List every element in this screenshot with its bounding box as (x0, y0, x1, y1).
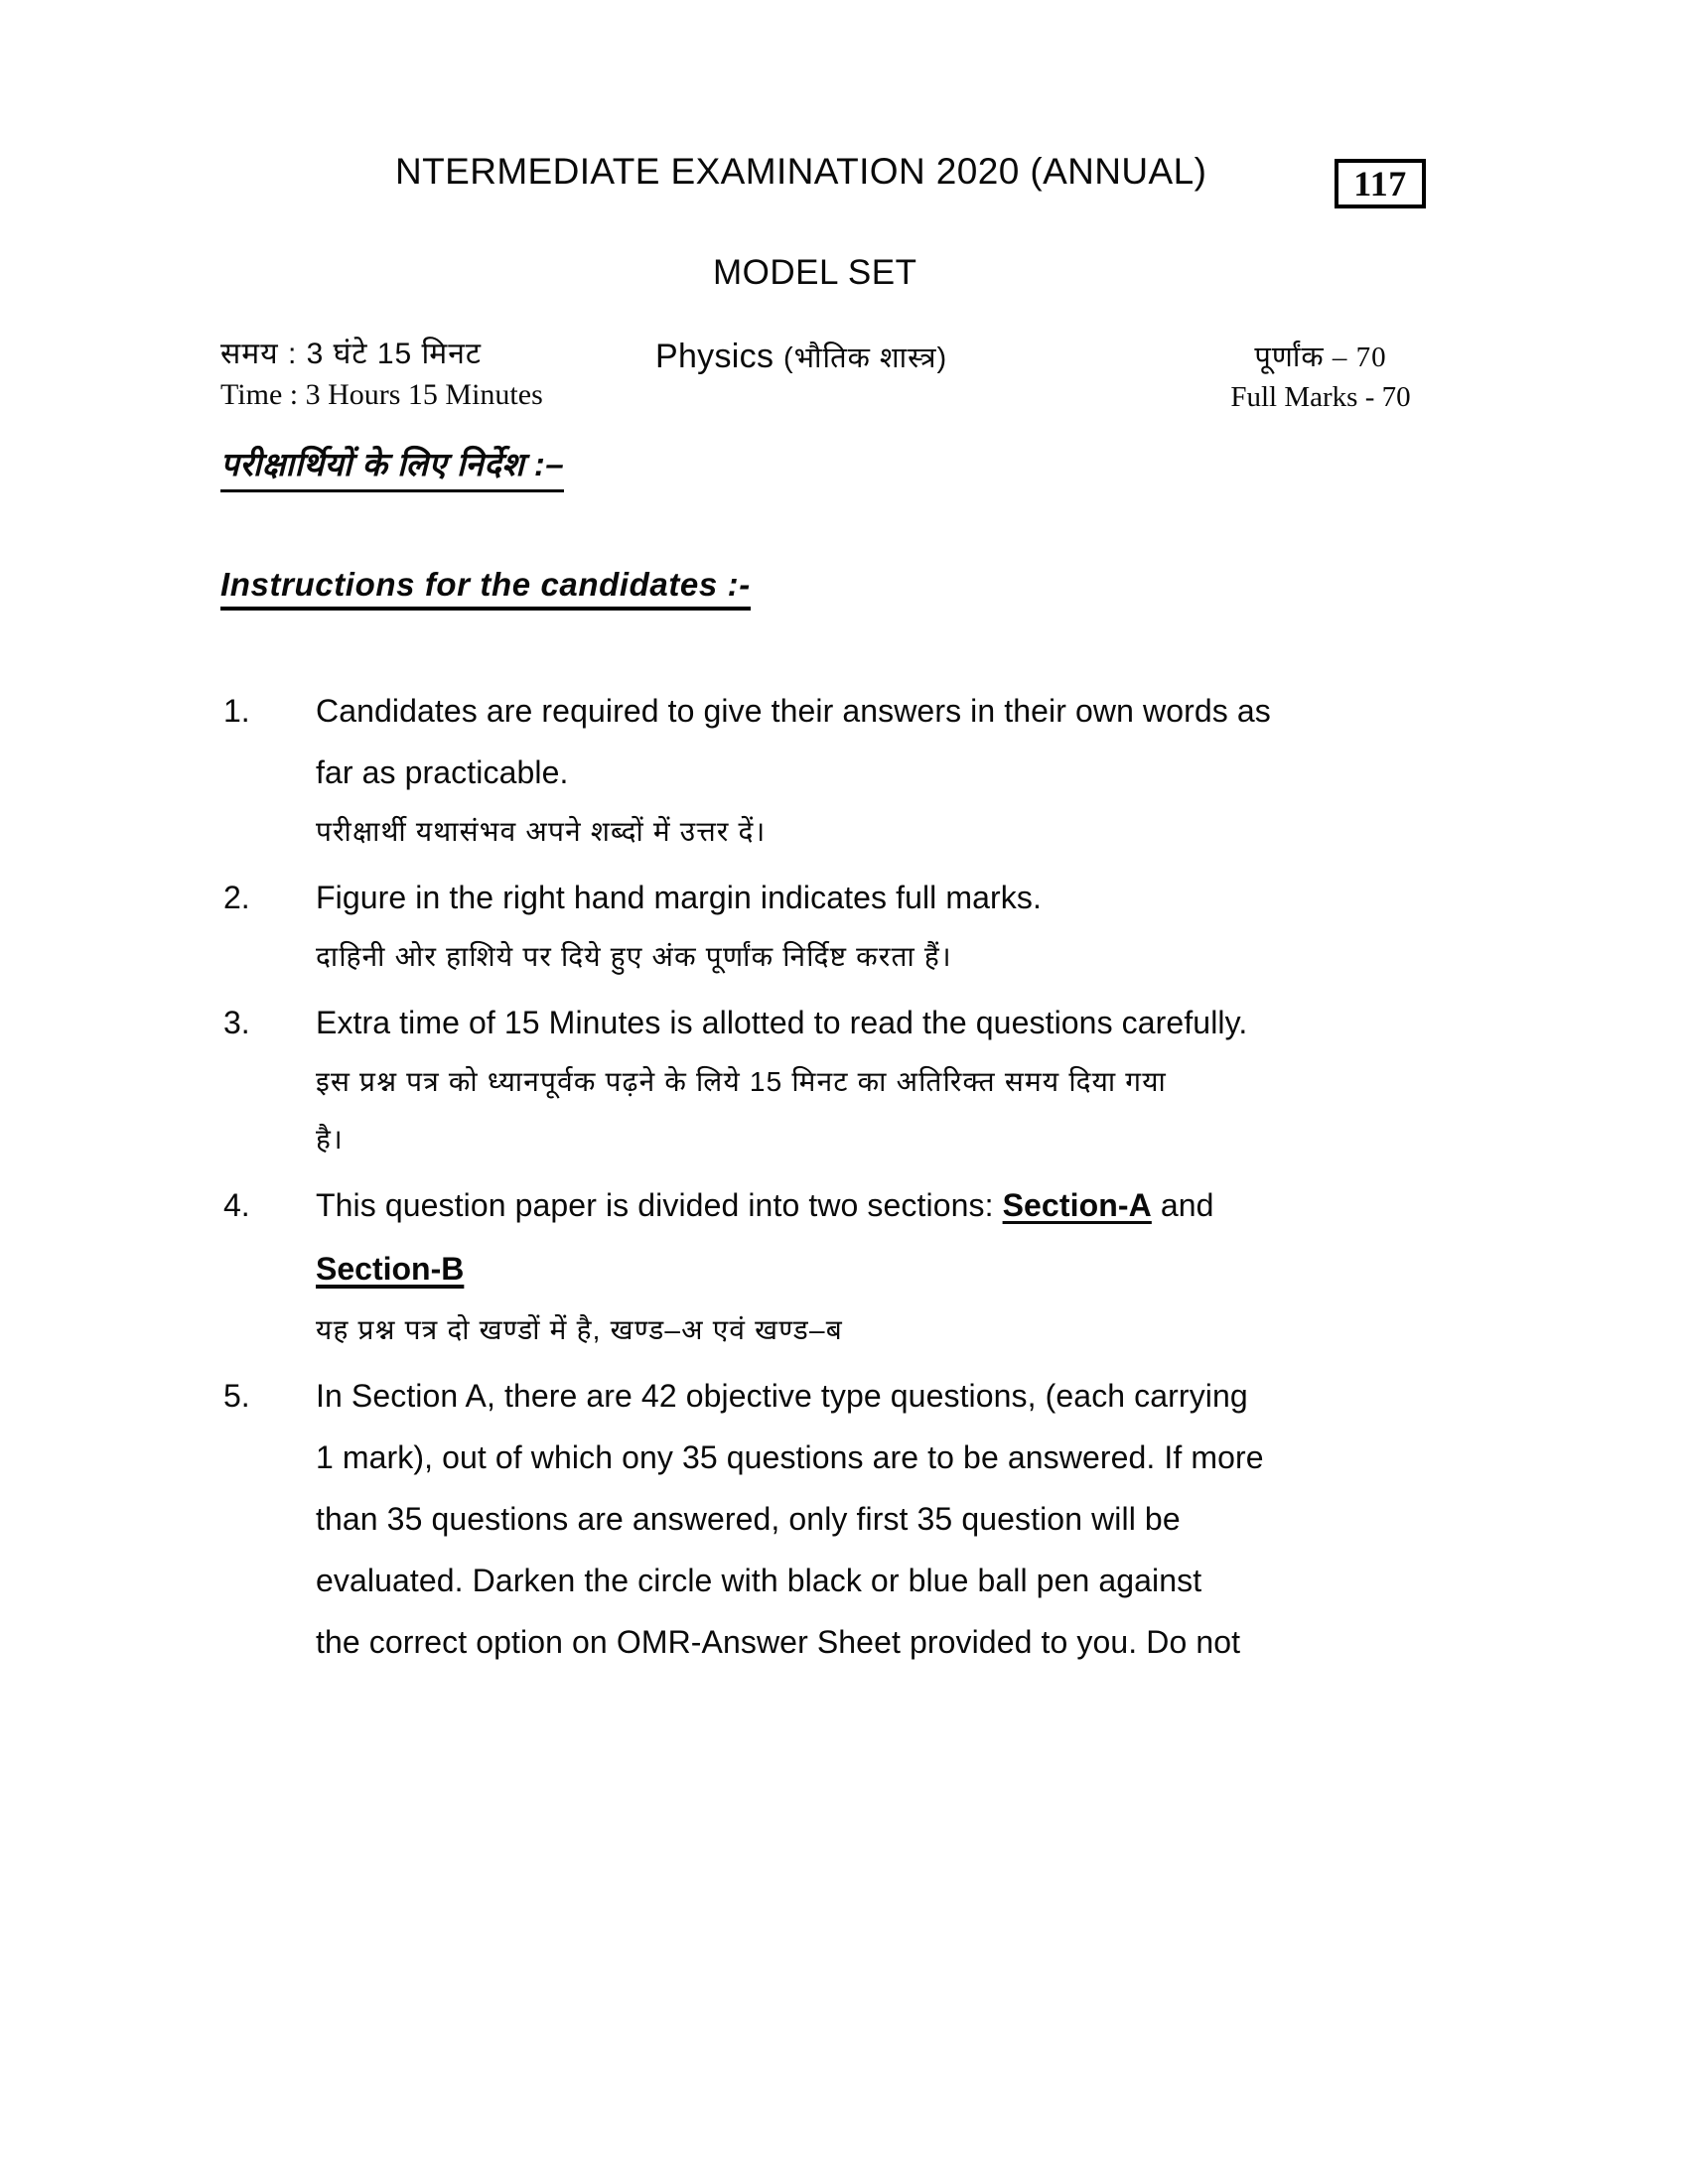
subject-english: Physics (655, 338, 783, 375)
instructions-heading-hindi: परीक्षार्थियों के लिए निर्देश :– (220, 441, 564, 492)
instruction-number: 5. (223, 1378, 250, 1414)
model-set-label: MODEL SET (713, 253, 917, 292)
time-english: Time : 3 Hours 15 Minutes (220, 378, 543, 411)
section-a-reference: Section-A (1002, 1187, 1152, 1223)
instruction-number: 3. (223, 1005, 250, 1040)
paper-code-value: 117 (1353, 164, 1407, 204)
instruction-en-line: evaluated. Darken the circle with black or blue ball pen against (316, 1563, 1202, 1598)
instruction-hi-line: है। (316, 1124, 344, 1155)
full-marks-hindi: पूर्णांक – 70 (1254, 341, 1387, 373)
instruction-item-5 (0, 1365, 1688, 1673)
model-set-row (0, 253, 1688, 293)
section-b-reference: Section-B (316, 1251, 465, 1287)
instruction-item-3 (0, 992, 1688, 1168)
time-hindi: समय : 3 घंटे 15 मिनट (220, 338, 483, 370)
instruction-item-2 (0, 867, 1688, 986)
instruction-item-4 (0, 1174, 1688, 1359)
subject-hindi: (भौतिक शास्त्र) (783, 342, 948, 374)
instruction-hi-line: इस प्रश्न पत्र को ध्यानपूर्वक पढ़ने के लिये 15 मिनट का अतिरिक्त समय दिया गया (316, 1066, 1167, 1097)
instruction-en-line: than 35 questions are answered, only first 35 question will be (316, 1501, 1181, 1537)
instruction-body (316, 867, 1438, 986)
instruction-text-suffix: and (1151, 1187, 1214, 1223)
full-marks-block (1172, 338, 1470, 417)
subject-block (655, 338, 947, 376)
instruction-en-line: Candidates are required to give their answers in their own words as (316, 693, 1271, 729)
time-block (220, 334, 543, 415)
instruction-en-line: Extra time of 15 Minutes is allotted to read the questions carefully. (316, 1005, 1248, 1040)
instructions-heading-english: Instructions for the candidates :- (220, 566, 751, 611)
instruction-number: 2. (223, 880, 250, 915)
instructions-list (0, 680, 1688, 1673)
instruction-body (316, 1365, 1438, 1673)
instruction-en-line: Figure in the right hand margin indicates full marks. (316, 880, 1042, 915)
instruction-number: 1. (223, 693, 250, 729)
instruction-en-line: In Section A, there are 42 objective type questions, (each carrying (316, 1378, 1248, 1414)
instruction-body (316, 1174, 1438, 1359)
instruction-number: 4. (223, 1187, 250, 1223)
instruction-en-line: far as practicable. (316, 754, 569, 790)
instruction-hi-line: दाहिनी ओर हाशिये पर दिये हुए अंक पूर्णांक निर्दिष्ट करता हैं। (316, 941, 952, 972)
instruction-en-line (316, 1174, 1438, 1236)
instruction-item-1 (0, 680, 1688, 861)
exam-title: NTERMEDIATE EXAMINATION 2020 (ANNUAL) (395, 151, 1207, 192)
instruction-en-line: 1 mark), out of which ony 35 questions are to be answered. If more (316, 1439, 1264, 1475)
instruction-hi-line: यह प्रश्न पत्र दो खण्डों में है, खण्ड–अ एवं खण्ड–ब (316, 1314, 843, 1345)
exam-title-row (0, 151, 1688, 193)
instruction-en-line: the correct option on OMR-Answer Sheet provided to you. Do not (316, 1624, 1241, 1660)
instruction-text-prefix: This question paper is divided into two sections: (316, 1187, 1003, 1223)
instruction-body (316, 680, 1438, 861)
instruction-body (316, 992, 1438, 1168)
instruction-hi-line: परीक्षार्थी यथासंभव अपने शब्दों में उत्तर दें। (316, 816, 767, 847)
paper-code-box (1335, 159, 1426, 208)
full-marks-english: Full Marks - 70 (1230, 381, 1411, 413)
